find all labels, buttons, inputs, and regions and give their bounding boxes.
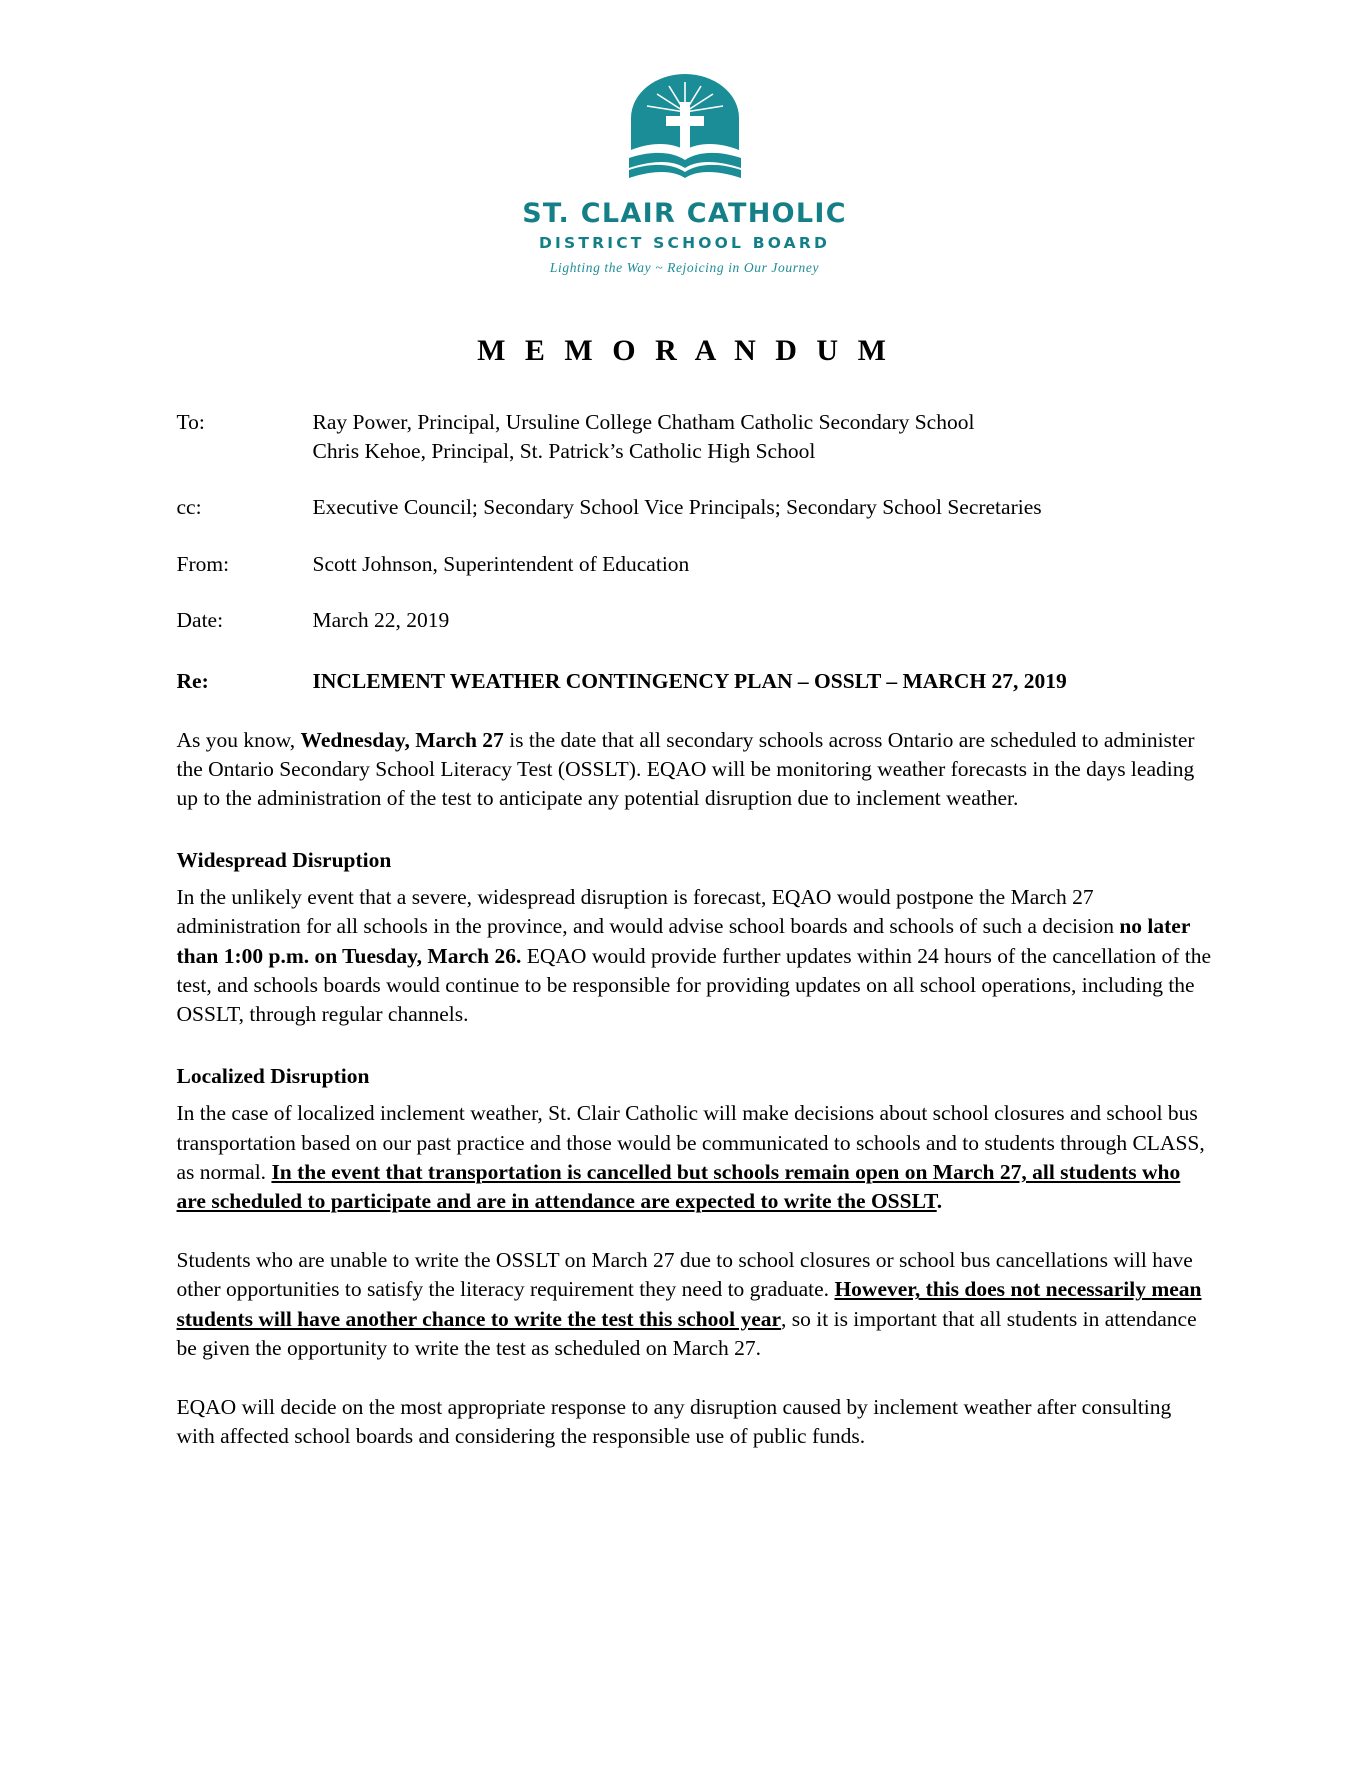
paragraph-localized (177, 1099, 1215, 1216)
field-re-value: INCLEMENT WEATHER CONTINGENCY PLAN – OSSLT – MARCH 27, 2019 (312, 668, 1067, 693)
paragraph-intro (177, 726, 1215, 814)
localized-text-2: . (936, 1189, 943, 1214)
heading-localized-disruption: Localized Disruption (176, 1064, 370, 1089)
logo-subtitle: DISTRICT SCHOOL BOARD (538, 234, 831, 252)
field-date (177, 606, 1215, 635)
paragraph-closing: EQAO will decide on the most appropriate response to any disruption caused by inclement weather after consulting with affected school boards and considering the responsible use of public funds. (176, 1395, 1172, 1449)
students-text-1: Students who are unable to write the OSSLT on March 27 due to school closures or school bus cancellations will have other opportunities to satisfy the literacy requirement they need to graduate. (176, 1248, 1193, 1302)
field-from (177, 550, 1215, 579)
field-to-value (313, 408, 1215, 465)
localized-text-1: In the case of localized inclement weather, St. Clair Catholic will make decisions about school closures and school bus transportation based on our past practice and those would be communicated to schools and to students through CLASS, as normal. (176, 1101, 1205, 1184)
students-bold-underline: However, this does not necessarily mean students will have another chance to write the test this school year (176, 1277, 1202, 1331)
widespread-text-2: EQAO would provide further updates within 24 hours of the cancellation of the test, and schools boards would continue to be responsible for providing updates on all school operations, including the OSSLT, through regular channels. (176, 943, 1211, 1027)
field-from-label: From: (176, 551, 230, 576)
intro-text-2: is the date that all secondary schools across Ontario are scheduled to administer the Ontario Secondary School Literacy Test (OSSLT). EQAO will be monitoring weather forecasts in the days leading up to the administration of the test to anticipate any potential disruption due to inclement weather. (176, 727, 1195, 811)
field-cc (177, 493, 1215, 522)
field-to (177, 408, 1215, 465)
logo-title: ST. CLAIR CATHOLIC (522, 198, 847, 229)
field-to-line1: Ray Power, Principal, Ursuline College Chatham Catholic Secondary School (312, 410, 975, 434)
intro-text-1: As you know, (176, 727, 301, 752)
widespread-bold-deadline: no later than 1:00 p.m. on Tuesday, March 26. (176, 914, 1190, 968)
field-to-line2: Chris Kehoe, Principal, St. Patrick’s Catholic High School (312, 438, 816, 463)
widespread-text-1: In the unlikely event that a severe, widespread disruption is forecast, EQAO would postpone the March 27 administration for all schools in the province, and would advise school boards and schools of such a decision (176, 885, 1120, 939)
localized-bold-underline: In the event that transportation is cancelled but schools remain open on March 27, all students who are scheduled to participate and are in attendance are expected to write the OSSLT (176, 1159, 1181, 1214)
field-date-label: Date: (176, 608, 224, 633)
students-text-2: , so it is important that all students in attendance be given the opportunity to write the test as scheduled on March 27. (176, 1306, 1197, 1360)
field-from-value: Scott Johnson, Superintendent of Education (312, 551, 690, 576)
heading-widespread-disruption: Widespread Disruption (176, 848, 392, 873)
field-cc-value: Executive Council; Secondary School Vice Principals; Secondary School Secretaries (312, 495, 1042, 520)
logo-tagline: Lighting the Way ~ Rejoicing in Our Journey (549, 260, 820, 275)
paragraph-students (177, 1246, 1215, 1363)
field-date-value: March 22, 2019 (312, 608, 450, 633)
field-re-label: Re: (176, 668, 209, 693)
memo-content (155, 408, 1215, 1452)
open-book-with-cross-and-sunrise-icon (621, 72, 749, 184)
paragraph-widespread (177, 883, 1215, 1029)
intro-bold-date: Wednesday, March 27 (300, 727, 504, 752)
field-re (177, 667, 1215, 696)
field-cc-label: cc: (176, 495, 202, 520)
board-logo (0, 0, 1369, 276)
page-title: M E M O R A N D U M (477, 334, 892, 367)
field-to-label: To: (176, 410, 205, 434)
